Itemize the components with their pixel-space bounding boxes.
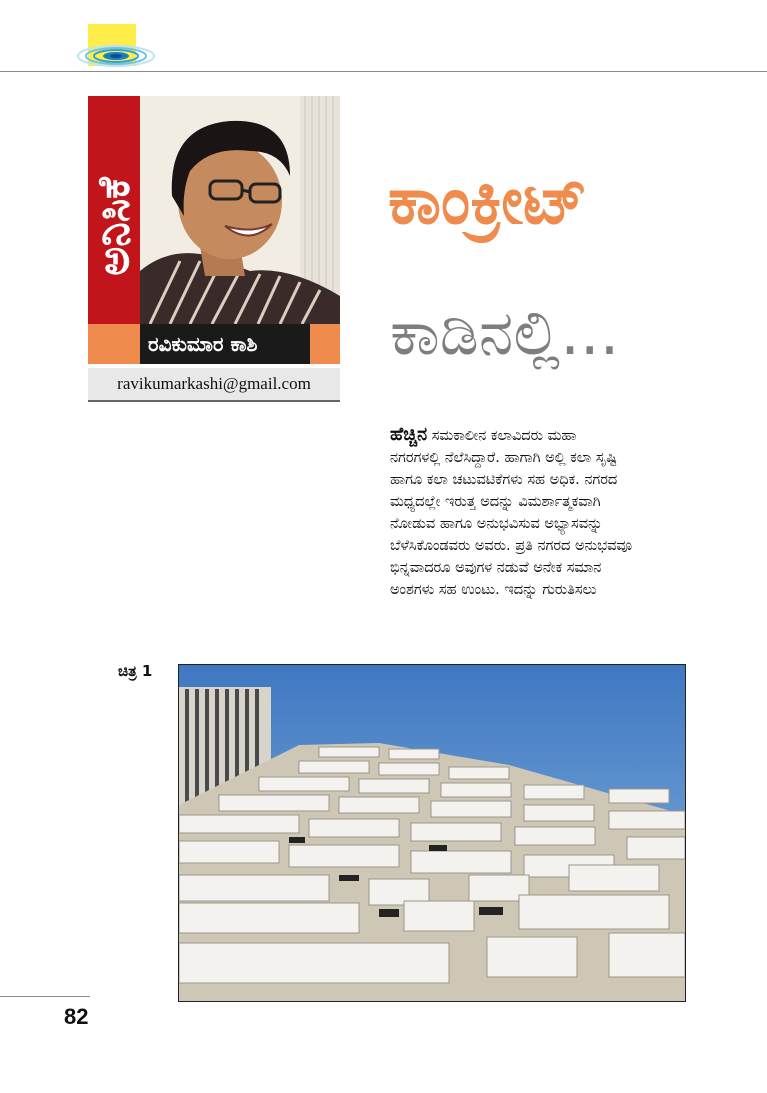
body-line: ಹಾಗೂ ಕಲಾ ಚಟುವಟಿಕೆಗಳು ಸಹ ಅಧಿಕ. ನಗರದ xyxy=(390,472,618,488)
section-label-text: ಅನಿಸಿಕೆ xyxy=(88,176,140,276)
orange-band-tail xyxy=(310,324,340,364)
dropcap-word: ಹೆಚ್ಚಿನ xyxy=(390,424,428,445)
body-line: ನಗರಗಳಲ್ಲಿ ನೆಲೆಸಿದ್ದಾರೆ. ಹಾಗಾಗಿ ಅಲ್ಲಿ ಕಲಾ ಸೃಷ್ಟಿ xyxy=(390,450,618,466)
author-panel xyxy=(88,96,340,364)
header-rule xyxy=(0,71,767,72)
body-line: ಬೆಳೆಸಿಕೊಂಡವರು ಅವರು. ಪ್ರತಿ ನಗರದ ಅನುಭವವೂ xyxy=(390,538,633,554)
article-body xyxy=(390,424,690,601)
page-number: 82 xyxy=(64,1004,89,1029)
author-email: ravikumarkashi@gmail.com xyxy=(88,368,340,402)
body-line-text: ಸಮಕಾಲೀನ ಕಲಾವಿದರು ಮಹಾ xyxy=(427,428,577,444)
footer-rule xyxy=(0,996,90,997)
body-line: ಭಿನ್ನವಾದರೂ ಅವುಗಳ ನಡುವೆ ಅನೇಕ ಸಮಾನ xyxy=(390,560,602,576)
title-line-2: ಕಾಡಿನಲ್ಲಿ... xyxy=(390,296,620,369)
building-photo xyxy=(178,664,686,1002)
orange-band xyxy=(88,324,140,364)
body-line: ಮಧ್ಯದಲ್ಲೇ ಇರುತ್ತ ಅದನ್ನು ವಿಮರ್ಶಾತ್ಮಕವಾಗಿ xyxy=(390,494,601,510)
author-name: ರವಿಕುಮಾರ ಕಾಶಿ xyxy=(140,324,310,364)
ripple-logo-icon xyxy=(76,44,156,68)
author-photo xyxy=(140,96,340,324)
figure-caption: ಚಿತ್ರ 1 xyxy=(118,662,153,680)
section-label xyxy=(88,126,140,326)
title-line-1: ಕಾಂಕ್ರೀಟ್ xyxy=(388,162,588,239)
body-line: ಅಂಶಗಳು ಸಹ ಉಂಟು. ಇದನ್ನು ಗುರುತಿಸಲು xyxy=(390,582,597,598)
body-line-1 xyxy=(390,424,690,447)
body-line: ನೋಡುವ ಹಾಗೂ ಅನುಭವಿಸುವ ಅಭ್ಯಾಸವನ್ನು xyxy=(390,516,603,532)
